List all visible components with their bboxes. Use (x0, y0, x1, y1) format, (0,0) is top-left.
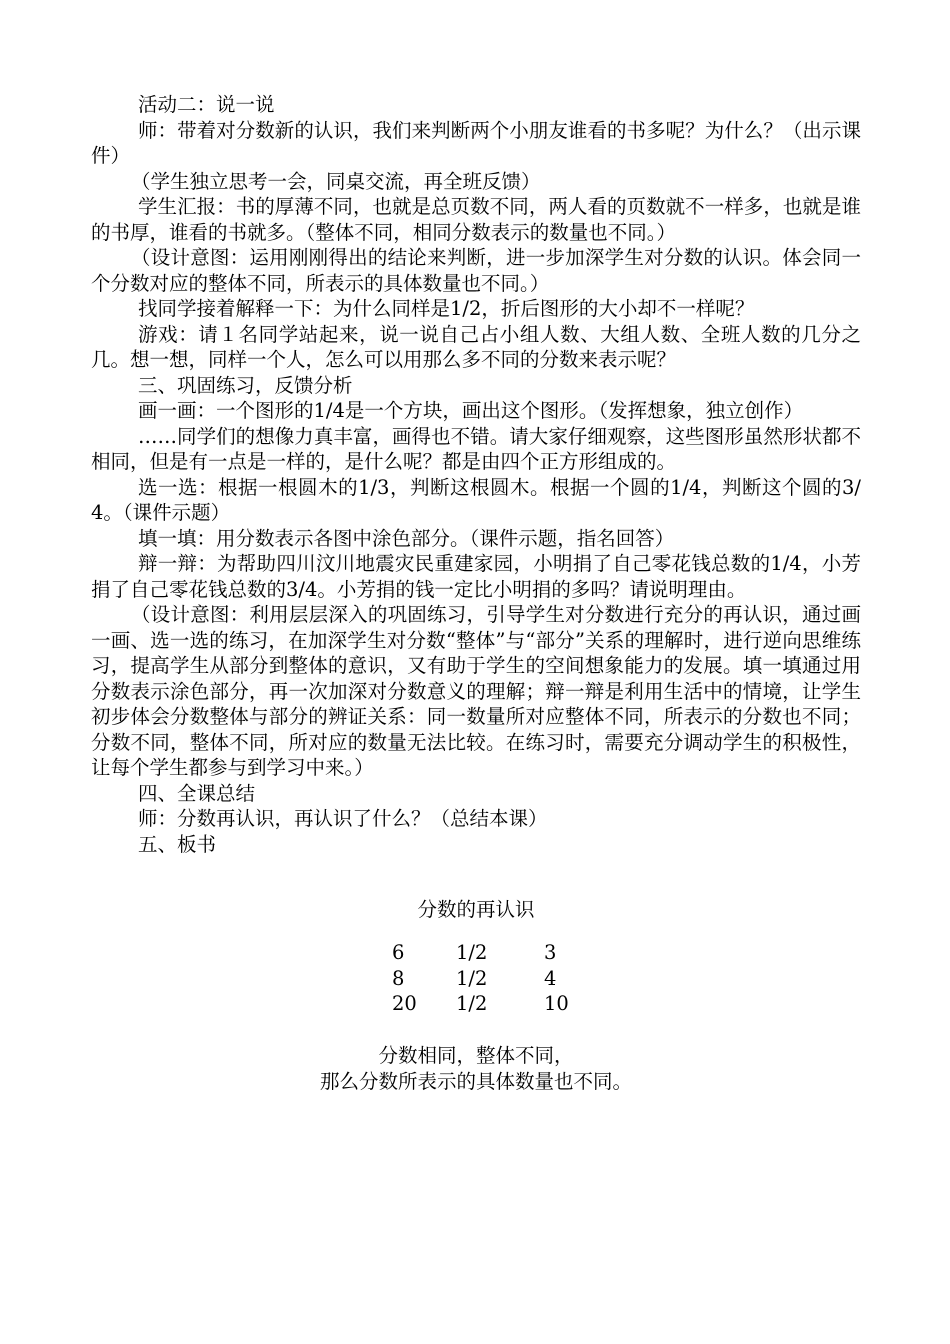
paragraph-imagination: ……同学们的想像力真丰富，画得也不错。请大家仔细观察，这些图形虽然形状都不相同，但是有一点是一样的，是什么呢？都是由四个正方形组成的。 (91, 424, 861, 473)
heading-activity-two: 活动二：说一说 (138, 93, 275, 116)
board-cell: 3 (544, 941, 557, 964)
board-row (392, 991, 604, 1017)
board-row (392, 966, 604, 992)
paragraph-student-discussion: （学生独立思考一会，同桌交流，再全班反馈） (131, 169, 541, 193)
paragraph-design-intent-2: （设计意图：利用层层深入的巩固练习，引导学生对分数进行充分的再认识，通过画一画、选一选的练习，在加深学生对分数“整体”与“部分”关系的理解时，进行逆向思维练习，提高学生从部分到整体的意识，又有助于学生的空间想象能力的发展。填一填通过用分数表示涂色部分，再一次加深对分数意义的理解；辩一辩是利用生活中的情境，让学生初步体会分数整体与部分的辨证关系：同一数量所对应整体不同，所表示的分数也不同；分数不同，整体不同，所对应的数量无法比较。在练习时，需要充分调动学生的积极性，让每个学生都参与到学习中来。） (91, 603, 861, 779)
board-cell: 1/2 (456, 966, 488, 990)
paragraph-game: 游戏：请１名同学站起来，说一说自己占小组人数、大组人数、全班人数的几分之几。想一想，同样一个人，怎么可以用那么多不同的分数来表示呢？ (91, 322, 861, 371)
board-cell: 1/2 (456, 941, 488, 964)
paragraph-teacher-question: 师：带着对分数新的认识，我们来判断两个小朋友谁看的书多呢？为什么？（出示课件） (91, 118, 861, 167)
paragraph-teacher-summary: 师：分数再认识，再认识了什么？（总结本课） (138, 807, 548, 830)
board-summary-line-1: 分数相同，整体不同， (378, 1044, 574, 1067)
paragraph-explain-half: 找同学接着解释一下：为什么同样是1/2，折后图形的大小却不一样呢？ (138, 297, 755, 320)
paragraph-design-intent-1: （设计意图：运用刚刚得出的结论来判断，进一步加深学生对分数的认识。体会同一个分数对应的整体不同，所表示的具体数量也不同。） (91, 246, 861, 295)
board-title: 分数的再认识 (417, 898, 535, 921)
board-row (392, 940, 604, 966)
paragraph-choose: 选一选：根据一根圆木的1/3，判断这根圆木。根据一个圆的1/4，判断这个圆的3/4。（课件示题） (91, 475, 861, 524)
board-cell: 10 (544, 992, 569, 1015)
board-cell: 20 (392, 992, 417, 1015)
board-summary-line-2: 那么分数所表示的具体数量也不同。 (319, 1070, 632, 1093)
board-table (392, 940, 604, 1017)
paragraph-debate: 辩一辩：为帮助四川汶川地震灾民重建家园，小明捐了自己零花钱总数的1/4，小芳捐了自己零花钱总数的3/4。小芳捐的钱一定比小明捐的多吗？请说明理由。 (91, 552, 861, 601)
paragraph-fill: 填一填：用分数表示各图中涂色部分。（课件示题，指名回答） (138, 526, 675, 550)
heading-practice: 三、巩固练习，反馈分析 (138, 373, 353, 397)
paragraph-student-report: 学生汇报：书的厚薄不同，也就是总页数不同，两人看的页数就不一样多，也就是谁的书厚，谁看的书就多。（整体不同，相同分数表示的数量也不同。） (91, 195, 861, 244)
board-cell: 1/2 (456, 992, 488, 1015)
heading-summary: 四、全课总结 (138, 781, 256, 805)
lesson-text (91, 92, 861, 857)
paragraph-draw: 画一画：一个图形的1/4是一个方块，画出这个图形。（发挥想象，独立创作） (138, 399, 804, 422)
board-cell: 8 (392, 966, 405, 990)
board-cell: 6 (392, 941, 405, 964)
heading-blackboard: 五、板书 (138, 832, 217, 856)
board-cell: 4 (544, 966, 557, 990)
